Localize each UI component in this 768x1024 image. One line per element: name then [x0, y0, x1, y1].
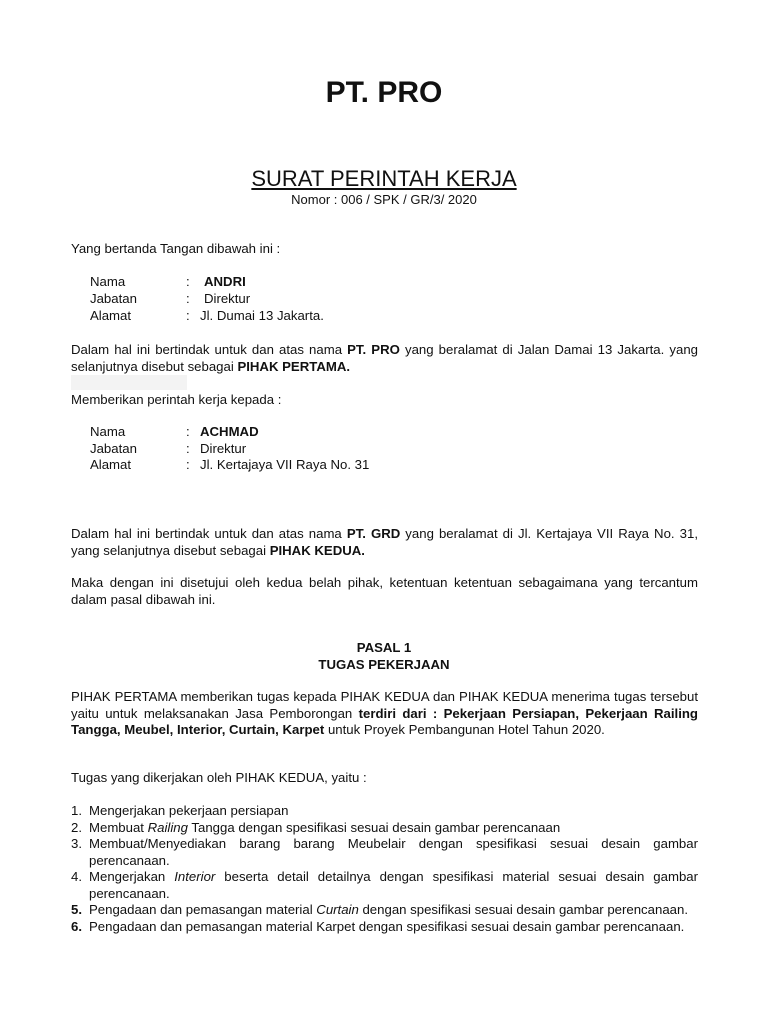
field-value: ANDRI — [204, 274, 246, 289]
field-value: Direktur — [200, 441, 247, 456]
order-intro-text: Memberikan perintah kerja kepada : — [71, 392, 282, 407]
item-text-part: beserta detail detailnya dengan spesifikasi material sesuai desain gambar perencanaan. — [89, 869, 699, 901]
first-party-statement — [71, 342, 698, 375]
field-colon: : — [186, 274, 190, 289]
field-value: Jl. Kertajaya VII Raya No. 31 — [200, 457, 370, 472]
field-colon: : — [186, 457, 190, 472]
document-number: Nomor : 006 / SPK / GR/3/ 2020 — [291, 192, 477, 207]
field-label: Nama — [90, 424, 126, 439]
intro-text: Yang bertanda Tangan dibawah ini : — [71, 241, 281, 256]
item-text — [89, 902, 698, 919]
item-number: 6. — [71, 918, 82, 934]
first-party-address-row — [90, 308, 324, 325]
field-colon: : — [186, 424, 190, 439]
item-text-part: Membuat — [89, 819, 148, 835]
item-text-part: Pengadaan dan pemasangan material Karpet dengan spesifikasi sesuai desain gambar perencanaan. — [89, 918, 685, 934]
body-text: PIHAK PERTAMA memberikan tugas kepada PIHAK KEDUA dan PIHAK KEDUA menerima tugas tersebut yaitu untuk melaksanakan Jasa Pemborongan — [71, 689, 698, 721]
document-title: SURAT PERINTAH KERJA — [251, 166, 517, 191]
field-value: ACHMAD — [200, 424, 259, 439]
party-ref: PIHAK KEDUA. — [269, 542, 365, 558]
second-party-address-row — [90, 457, 369, 474]
field-value: Direktur — [204, 291, 251, 306]
item-text-part: Pengadaan dan pemasangan material — [89, 902, 317, 917]
item-text-part: dengan spesifikasi sesuai desain gambar perencanaan. — [358, 902, 688, 917]
item-number: 4. — [71, 869, 82, 884]
first-party-position-row — [90, 291, 250, 308]
list-item — [71, 820, 698, 837]
second-party-position-row — [90, 441, 246, 458]
body-text: untuk Proyek Pembangunan Hotel Tahun 2020. — [324, 722, 605, 737]
company-ref: PT. PRO — [347, 342, 400, 357]
field-value: Jl. Dumai 13 Jakarta. — [200, 308, 324, 323]
field-label: Nama — [90, 274, 126, 289]
list-item — [71, 919, 698, 936]
item-text-part: Mengerjakan — [89, 869, 175, 884]
field-label: Jabatan — [90, 441, 137, 456]
item-text — [89, 919, 698, 936]
item-text — [89, 869, 698, 902]
item-text — [89, 836, 698, 869]
field-colon: : — [186, 308, 190, 323]
list-item — [71, 803, 698, 820]
pasal-subheading: TUGAS PEKERJAAN — [318, 657, 450, 672]
item-text-italic: Interior — [174, 869, 216, 884]
field-label: Jabatan — [90, 291, 137, 306]
item-number: 3. — [71, 836, 82, 851]
item-text-part: Mengerjakan pekerjaan persiapan — [89, 803, 289, 818]
item-text-italic: Railing — [147, 819, 188, 835]
list-item — [71, 902, 698, 919]
statement-text: Dalam hal ini bertindak untuk dan atas nama — [71, 342, 348, 357]
item-text — [89, 820, 698, 837]
company-name: PT. PRO — [325, 76, 443, 109]
list-item — [71, 869, 698, 902]
first-party-name-row — [90, 274, 246, 291]
statement-text: yang beralamat di Jalan Damai 13 Jakarta. yang selanjutnya disebut sebagai — [71, 342, 698, 374]
company-ref: PT. GRD — [346, 526, 401, 541]
pasal-heading: PASAL 1 — [356, 640, 412, 655]
list-item — [71, 836, 698, 869]
agreement-text: Maka dengan ini disetujui oleh kedua belah pihak, ketentuan ketentuan sebagaimana yang tercantum dalam pasal dibawah ini. — [71, 575, 698, 607]
item-text — [89, 803, 698, 820]
field-label: Alamat — [90, 308, 132, 323]
field-label: Alamat — [90, 457, 132, 472]
second-party-statement — [71, 526, 698, 559]
statement-text: Dalam hal ini bertindak untuk dan atas nama — [71, 526, 347, 541]
item-text-part: Membuat/Menyediakan barang barang Meubelair dengan spesifikasi sesuai desain gambar perencanaan. — [89, 836, 698, 868]
work-scope: terdiri dari : Pekerjaan Persiapan, Pekerjaan Railing Tangga, Meubel, Interior, Curtain, Karpet — [71, 705, 698, 737]
item-number: 1. — [71, 803, 82, 818]
item-number: 5. — [71, 902, 82, 917]
statement-text: yang beralamat di Jl. Kertajaya VII Raya No. 31, yang selanjutnya disebut sebagai — [71, 526, 698, 558]
field-colon: : — [186, 291, 190, 306]
task-list — [71, 803, 698, 935]
party-ref: PIHAK PERTAMA. — [237, 358, 351, 374]
pasal-body — [71, 689, 698, 739]
second-party-name-row — [90, 424, 259, 441]
item-number: 2. — [71, 819, 82, 835]
tasks-intro: Tugas yang dikerjakan oleh PIHAK KEDUA, yaitu : — [71, 770, 367, 785]
field-colon: : — [186, 441, 190, 456]
item-text-italic: Curtain — [316, 902, 359, 917]
highlight-mark — [71, 375, 187, 390]
item-text-part: Tangga dengan spesifikasi sesuai desain gambar perencanaan — [187, 819, 561, 835]
